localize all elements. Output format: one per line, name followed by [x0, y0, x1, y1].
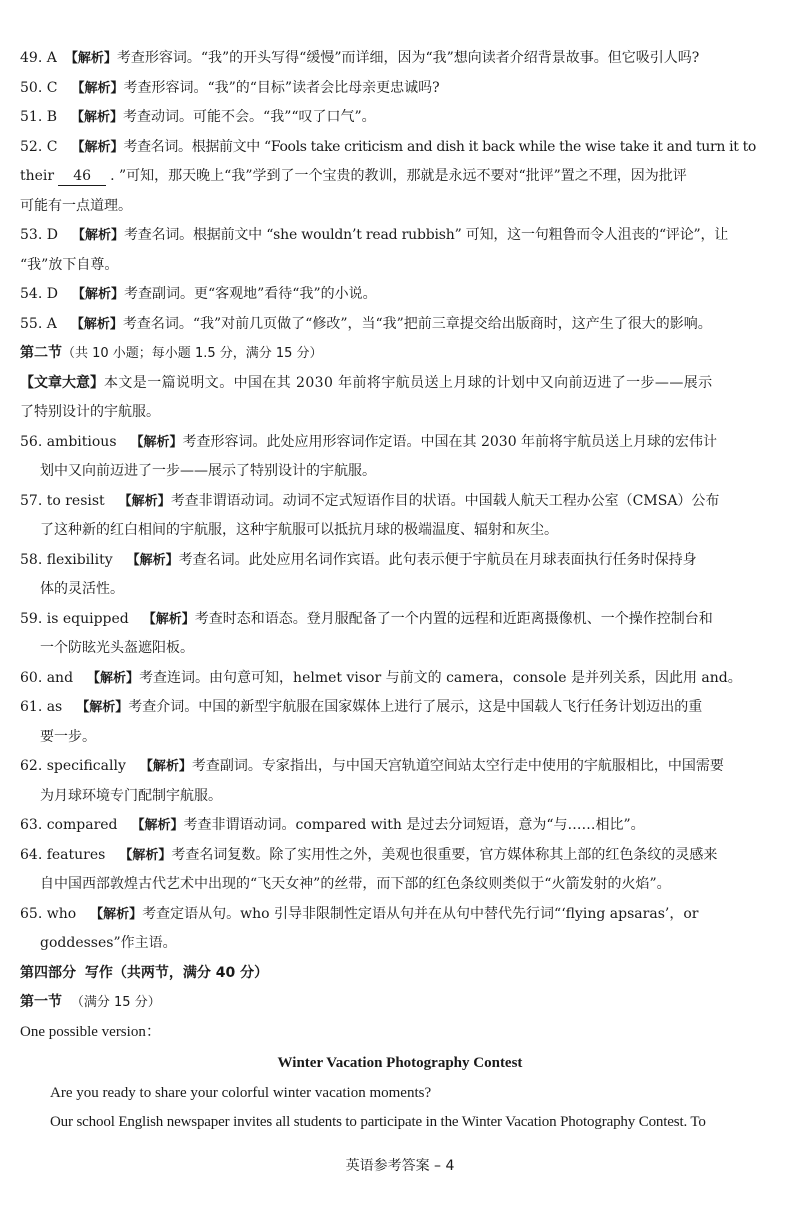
answer-explanation-cont: their — [20, 168, 55, 184]
answer-item — [20, 752, 780, 811]
answer-number: 61. as — [20, 699, 63, 715]
answer-item-53 — [20, 221, 780, 280]
summary-text-cont: 了特别设计的宇航服。 — [20, 404, 160, 420]
analysis-tag: 【解析】 — [76, 700, 129, 715]
summary-text: 本文是一篇说明文。中国在其 2030 年前将宇航员送上月球的计划中又向前迈进了一步——展示 — [104, 374, 713, 391]
version-label: One possible version： — [20, 1023, 161, 1040]
answer-item-55 — [20, 310, 780, 340]
answer-explanation-cont: “我”放下自尊。 — [20, 256, 119, 273]
answer-number: 60. and — [20, 669, 74, 686]
section-title: 第二节 — [20, 345, 62, 361]
analysis-tag: 【解析】 — [70, 316, 123, 332]
answer-item-50 — [20, 74, 780, 104]
answer-explanation: 考查非谓语动词。compared with 是过去分词短语，意为“与……相比”。 — [183, 817, 645, 833]
answer-item-52 — [20, 133, 780, 222]
essay-paragraph: Are you ready to share your colorful winter vacation moments? — [50, 1084, 432, 1101]
answer-item-54 — [20, 280, 780, 310]
analysis-tag: 【解析】 — [139, 759, 192, 774]
answer-explanation-cont: 体的灵活性。 — [40, 581, 124, 597]
answer-explanation: 考查名词。根据前文中 “Fools take criticism and dish it back while the wise take it and turn it to — [123, 138, 756, 155]
answer-explanation-cont: 一个防眩光头盔遮阳板。 — [40, 640, 194, 656]
answer-explanation: 考查名词。“我”对前几页做了“修改”，当“我”把前三章提交给出版商时，这产生了很大的影响。 — [122, 315, 712, 332]
analysis-tag: 【解析】 — [71, 110, 124, 125]
answer-explanation: 考查副词。更“客观地”看待“我”的小说。 — [123, 286, 377, 302]
answer-item-51 — [20, 103, 780, 133]
answer-explanation: 考查非谓语动词。动词不定式短语作目的状语。中国载人航天工程办公室（CMSA）公布 — [170, 492, 720, 509]
article-summary — [20, 369, 780, 428]
answer-number: 62. specifically — [20, 758, 126, 774]
answer-explanation-cont: 要一步。 — [40, 728, 96, 745]
part-title: 第四部分 — [20, 964, 76, 981]
analysis-tag: 【解析】 — [142, 611, 195, 627]
part-heading-4 — [20, 959, 780, 989]
answer-explanation: 考查连词。由句意可知，helmet visor 与前文的 camera，console 是并列关系，因此用 and。 — [139, 669, 742, 686]
answer-explanation-cont: . ”可知，那天晚上“我”学到了一个宝贵的教训，那就是永远不要对“批评”置之不理，因为批评 — [110, 168, 687, 184]
answer-explanation: 考查定语从句。who 引导非限制性定语从句并在从句中替代先行词“‘flying apsaras’，or — [142, 905, 699, 922]
analysis-tag: 【解析】 — [71, 80, 124, 96]
answer-explanation: 考查形容词。此处应用形容词作定语。中国在其 2030 年前将宇航员送上月球的宏伟计 — [182, 433, 718, 450]
answer-item — [20, 693, 780, 752]
answer-explanation-cont: goddesses”作主语。 — [40, 935, 177, 951]
section-subtitle: （共 10 小题；每小题 1.5 分，满分 15 分） — [62, 346, 323, 361]
answer-number: 51. B — [20, 109, 58, 125]
answer-explanation: 考查名词。根据前文中 “she wouldn’t read rubbish” 可知，这一句粗鲁而令人沮丧的“评论”，让 — [123, 227, 729, 243]
answer-explanation-cont: 划中又向前迈进了一步——展示了特别设计的宇航服。 — [40, 463, 376, 479]
answer-explanation: 考查介词。中国的新型宇航服在国家媒体上进行了展示，这是中国载人飞行任务计划迈出的重 — [128, 699, 703, 715]
analysis-tag: 【解析】 — [130, 434, 183, 450]
section-heading-1 — [20, 988, 780, 1018]
answer-explanation: 考查名词复数。除了实用性之外，美观也很重要，官方媒体称其上部的红色条纹的灵感来 — [171, 846, 718, 863]
analysis-tag: 【解析】 — [131, 818, 184, 833]
analysis-tag: 【解析】 — [71, 139, 124, 155]
section-heading-2 — [20, 339, 780, 369]
answer-list-part-c — [20, 428, 780, 959]
answer-number: 57. to resist — [20, 492, 105, 509]
answer-explanation-cont: 为月球环境专门配制宇航服。 — [40, 787, 222, 804]
answer-list-part-a — [20, 44, 780, 133]
answer-item — [20, 546, 780, 605]
section-subtitle: （满分 15 分） — [70, 995, 161, 1010]
answer-number: 65. who — [20, 905, 77, 922]
summary-label: 【文章大意】 — [20, 374, 104, 391]
part-subtitle: 写作（共两节，满分 40 分） — [84, 964, 269, 981]
answer-item — [20, 841, 780, 900]
answer-number: 56. ambitious — [20, 433, 117, 450]
answer-explanation: 考查形容词。“我”的“目标”读者会比母亲更忠诚吗? — [123, 79, 440, 96]
answer-explanation: 考查动词。可能不会。“我”“叹了口气”。 — [123, 109, 376, 125]
answer-explanation: 考查副词。专家指出，与中国天宫轨道空间站太空行走中使用的宇航服相比，中国需要 — [191, 758, 724, 774]
answer-explanation: 考查名词。此处应用名词作宾语。此句表示便于宇航员在月球表面执行任务时保持身 — [178, 551, 697, 568]
answer-number: 50. C — [20, 79, 58, 96]
answer-number: 64. features — [20, 846, 106, 863]
essay-title: Winter Vacation Photography Contest — [277, 1055, 523, 1071]
answer-explanation: 考查形容词。“我”的开头写得“缓慢”而详细，因为“我”想向读者介绍背景故事。但它吸引人吗? — [116, 50, 700, 66]
blank-number: 46 — [58, 167, 106, 186]
analysis-tag: 【解析】 — [71, 228, 124, 243]
answer-item — [20, 664, 780, 694]
answer-explanation-cont: 了这种新的红白相间的宇航服，这种宇航服可以抵抗月球的极端温度、辐射和灰尘。 — [40, 522, 558, 538]
answer-number: 54. D — [20, 286, 58, 302]
answer-number: 53. D — [20, 227, 58, 243]
analysis-tag: 【解析】 — [87, 670, 140, 686]
answer-item-49 — [20, 44, 780, 74]
answer-number: 58. flexibility — [20, 551, 113, 568]
answer-number: 59. is equipped — [20, 610, 129, 627]
analysis-tag: 【解析】 — [118, 493, 171, 509]
analysis-tag: 【解析】 — [119, 847, 172, 863]
answer-number: 55. A — [20, 315, 57, 332]
answer-item — [20, 428, 780, 487]
answer-item — [20, 900, 780, 959]
section-title: 第一节 — [20, 994, 62, 1010]
answer-explanation-cont: 可能有一点道理。 — [20, 197, 132, 214]
answer-explanation: 考查时态和语态。登月服配备了一个内置的远程和近距离摄像机、一个操作控制台和 — [194, 610, 713, 627]
answer-explanation-cont: 自中国西部敦煌古代艺术中出现的“飞天女神”的丝带，而下部的红色条纹则类似于“火箭发射的火焰”。 — [40, 876, 671, 892]
answer-number: 63. compared — [20, 817, 118, 833]
answer-item — [20, 811, 780, 841]
answer-item — [20, 605, 780, 664]
analysis-tag: 【解析】 — [71, 287, 124, 302]
answer-number: 52. C — [20, 138, 58, 155]
answer-number: 49. A — [20, 50, 57, 66]
page-footer: 英语参考答案 – 4 — [345, 1158, 455, 1174]
analysis-tag: 【解析】 — [64, 51, 117, 66]
analysis-tag: 【解析】 — [90, 906, 143, 922]
analysis-tag: 【解析】 — [126, 552, 179, 568]
essay-paragraph: Our school English newspaper invites all students to participate in the Winter Vacation Photography Contest. To — [50, 1114, 706, 1130]
answer-item — [20, 487, 780, 546]
